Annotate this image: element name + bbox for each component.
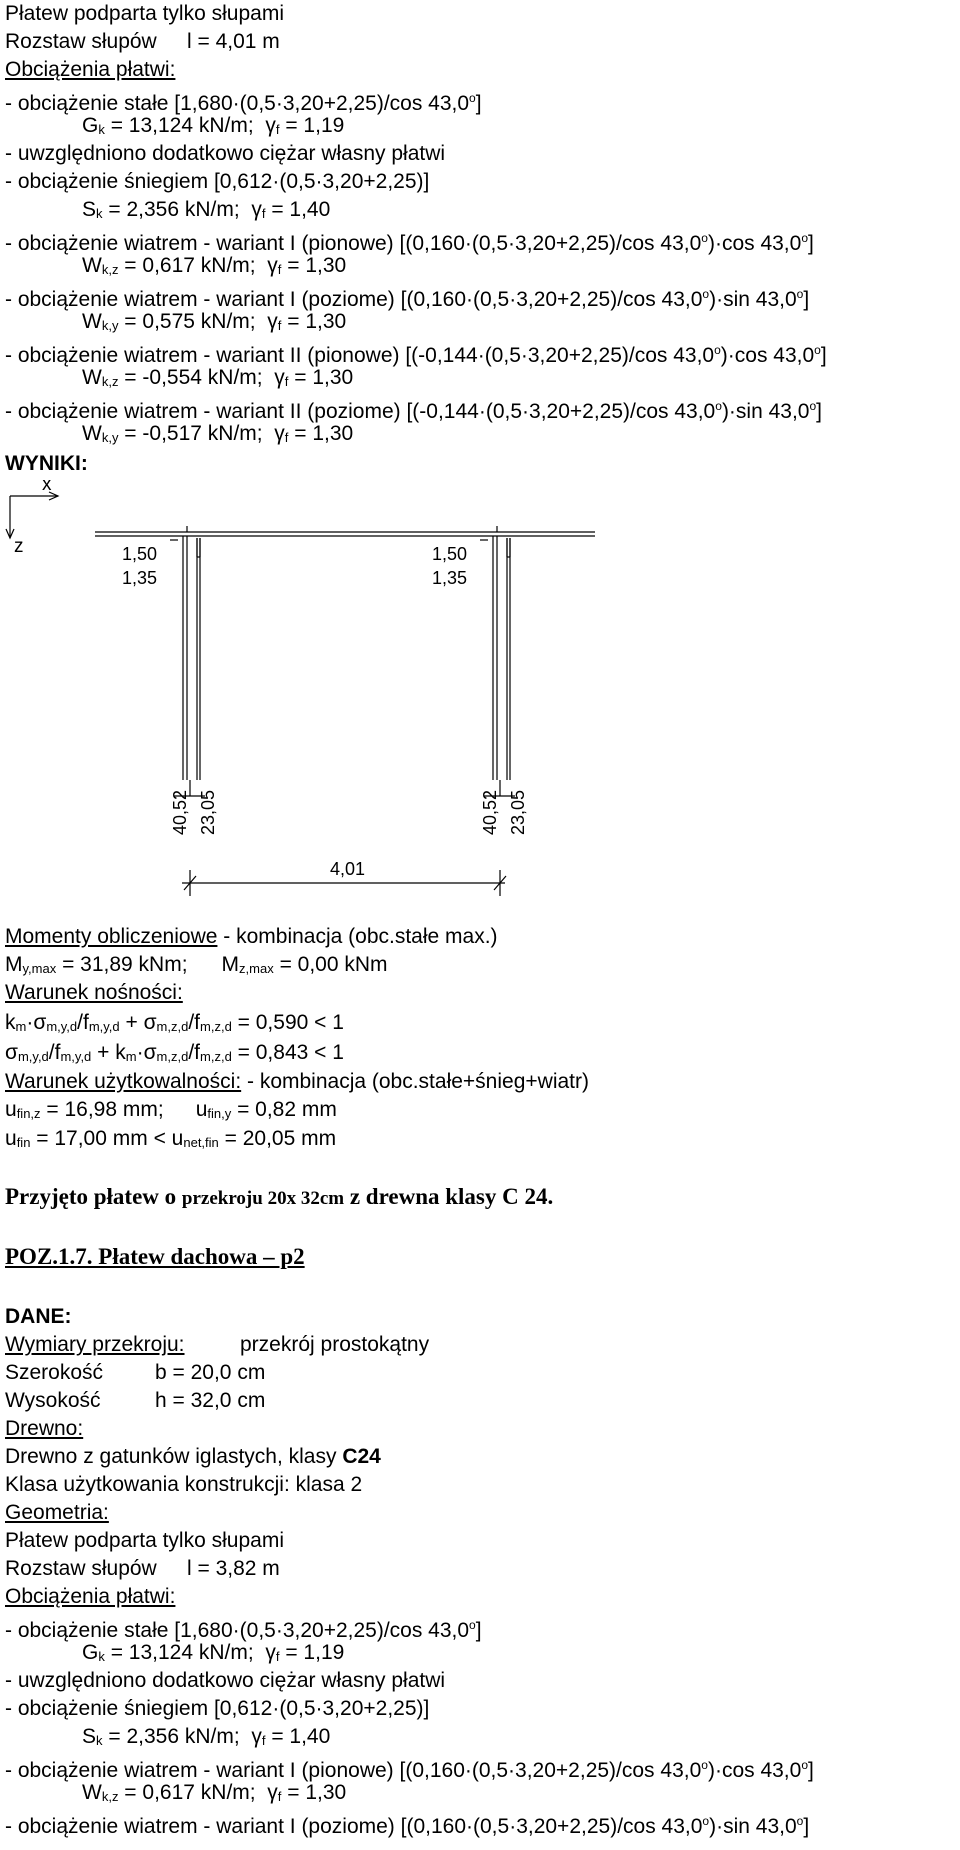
load-selfweight-2: - uwzględniono dodatkowo ciężar własny płatwi (5, 1669, 446, 1692)
load-wind-2-vertical: - obciążenie wiatrem - wariant II (pionowe) [(-0,144·(0,5·3,20+2,25)/cos $43,0^o)\cdot\cos$ 43,0$^o$] (5, 343, 827, 367)
span-line-2: Rozstaw słupów l = 3,82 m (5, 1557, 280, 1580)
section-height: Wysokość h = 32,0 cm (5, 1389, 266, 1412)
loads-heading: Obciążenia płatwi: (5, 58, 176, 81)
load-wind-2-horizontal-value: $W_{k,y} = -0,517$ kN/m; γf = 1,30 (82, 422, 354, 445)
span-line: Rozstaw słupów l = 4,01 m (5, 30, 280, 53)
load-wind-1-vertical-value: $W_{k,z} = 0,617$ kN/m; γf = 1,30 (82, 254, 347, 277)
right-top-value-2: 1,35 (432, 568, 468, 588)
dane-heading: DANE: (5, 1305, 72, 1328)
load-dead-value-2: $G_k = 13,124$ kN/m; γf = 1,19 (82, 1641, 345, 1664)
load-wind-2-vertical-value: $W_{k,z} = -0,554$ kN/m; γf = 1,30 (82, 366, 354, 389)
load-wind-1-vertical-2: - obciążenie wiatrem - wariant I (pionowe) [(0,160·(0,5·3,20+2,25)/cos $43,0^o)\cdot\cos$ 43,0$^o$] (5, 1758, 814, 1782)
left-bottom-value-2: 23,05 (198, 789, 218, 835)
right-bottom-value-1: 40,52 (480, 789, 500, 835)
section-dims: Wymiary przekroju: przekrój prostokątny (5, 1333, 430, 1356)
load-dead-2: - obciążenie stałe [1,680·(0,5·3,20+2,25)/cos 43,0$^o$] (5, 1618, 482, 1642)
load-snow-value: $S_k = 2,356$ kN/m; γf = 1,40 (82, 198, 331, 221)
right-bottom-value-2: 23,05 (508, 789, 528, 835)
wood-line: Drewno z gatunków iglastych, klasy C24 (5, 1445, 381, 1468)
conclusion: Przyjęto płatew o przekroju 20x 32cm z drewna klasy C 24. (5, 1184, 554, 1209)
deflection-check: $u_{fin} = 17,00$ mm < $u_{net,fin} = 20,05$ mm (5, 1127, 337, 1150)
load-wind-2-horizontal: - obciążenie wiatrem - wariant II (poziome) [(-0,144·(0,5·3,20+2,25)/cos $43,0^o)\cdot\sin$ 43,0$^o$] (5, 399, 823, 423)
section-width: Szerokość b = 20,0 cm (5, 1361, 266, 1384)
load-snow-value-2: $S_k = 2,356$ kN/m; γf = 1,40 (82, 1725, 331, 1748)
wood-heading: Drewno: (5, 1417, 84, 1440)
load-snow-2: - obciążenie śniegiem [0,612·(0,5·3,20+2,25)] (5, 1697, 430, 1720)
load-wind-1-horizontal-value: $W_{k,y} = 0,575$ kN/m; γf = 1,30 (82, 310, 347, 333)
service-line: Warunek użytkowalności: - kombinacja (obc.stałe+śnieg+wiatr) (5, 1070, 589, 1093)
load-snow: - obciążenie śniegiem [0,612·(0,5·3,20+2,25)] (5, 170, 430, 193)
span-dimension-label: 4,01 (330, 859, 366, 879)
beam-diagram (0, 480, 960, 910)
load-selfweight: - uwzględniono dodatkowo ciężar własny płatwi (5, 142, 446, 165)
load-wind-1-horizontal-2: - obciążenie wiatrem - wariant I (poziome) [(0,160·(0,5·3,20+2,25)/cos $43,0^o)\cdot\sin$ 43,0$^o$] (5, 1814, 810, 1838)
load-dead-value: $G_k = 13,124$ kN/m; γf = 1,19 (82, 114, 345, 137)
capacity-heading: Warunek nośności: (5, 981, 183, 1004)
beam (95, 532, 595, 536)
left-top-value-2: 1,35 (122, 568, 158, 588)
position-title: POZ.1.7. Płatew dachowa – p2 (5, 1244, 305, 1269)
axis-x-label: x (42, 480, 52, 495)
deflection-values: $u_{fin,z} = 16,98$ mm; $u_{fin,y} = 0,82$ mm (5, 1098, 337, 1121)
load-wind-1-vertical: - obciążenie wiatrem - wariant I (pionowe) [(0,160·(0,5·3,20+2,25)/cos $43,0^o)\cdot\cos$ 43,0$^o$] (5, 231, 814, 255)
column-left (170, 526, 205, 796)
moments-line: Momenty obliczeniowe - kombinacja (obc.stałe max.) (5, 925, 498, 948)
left-bottom-value-1: 40,52 (170, 789, 190, 835)
right-top-value-1: 1,50 (432, 544, 468, 564)
service-class: Klasa użytkowania konstrukcji: klasa 2 (5, 1473, 363, 1496)
left-top-value-1: 1,50 (122, 544, 158, 564)
load-wind-1-vertical-value-2: $W_{k,z} = 0,617$ kN/m; γf = 1,30 (82, 1781, 347, 1804)
column-right (480, 526, 515, 796)
load-dead: - obciążenie stałe [1,680·(0,5·3,20+2,25)/cos 43,0$^o$] (5, 91, 482, 115)
axis-indicator (6, 492, 58, 538)
axis-z-label: z (14, 536, 24, 557)
geometry-heading: Geometria: (5, 1501, 109, 1524)
capacity-check-2: $\sigma_{m,y,d}/f_{m,y,d} + k_m\cdot\sigma_{m,z,d}/f_{m,z,d} = 0,843 < 1$ (5, 1041, 344, 1064)
geometry-title-2: Płatew podparta tylko słupami (5, 1529, 284, 1552)
capacity-check-1: $k_m\cdot\sigma_{m,y,d}/f_{m,y,d} + \sigma_{m,z,d}/f_{m,z,d} = 0,590 < 1$ (5, 1011, 344, 1034)
results-heading: WYNIKI: (5, 452, 88, 475)
geometry-title: Płatew podparta tylko słupami (5, 2, 284, 25)
loads-heading-2: Obciążenia płatwi: (5, 1585, 176, 1608)
load-wind-1-horizontal: - obciążenie wiatrem - wariant I (poziome) [(0,160·(0,5·3,20+2,25)/cos $43,0^o)\cdot\sin$ 43,0$^o$] (5, 287, 810, 311)
moments-values: $M_{y,max} = 31,89$ kNm; $M_{z,max} = 0,00$ kNm (5, 953, 388, 976)
